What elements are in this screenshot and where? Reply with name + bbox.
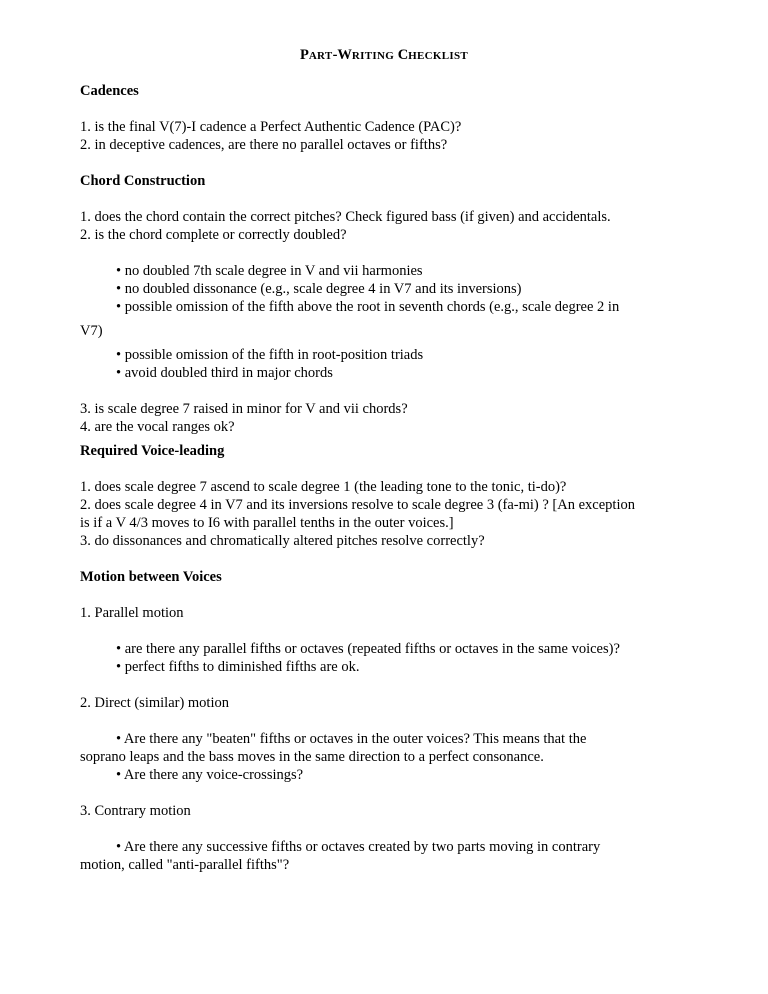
chord-item-2: 2. is the chord complete or correctly doubled? — [80, 227, 347, 243]
direct-bullet-1-cont: soprano leaps and the bass moves in the same direction to a perfect consonance. — [80, 749, 544, 765]
section-motion — [80, 568, 700, 874]
chord-item-4: 4. are the vocal ranges ok? — [80, 419, 235, 435]
direct-bullet-1: • Are there any "beaten" fifths or octaves in the outer voices? This means that the — [116, 731, 587, 747]
parallel-bullet-2: • perfect fifths to diminished fifths are ok. — [116, 659, 360, 675]
section-cadences — [80, 82, 700, 154]
heading-voice-leading: Required Voice-leading — [80, 443, 225, 459]
contrary-bullet-1: • Are there any successive fifths or octaves created by two parts moving in contrary — [116, 839, 601, 855]
contrary-bullet-1-cont: motion, called "anti-parallel fifths"? — [80, 857, 290, 873]
title-cap-3: C — [397, 47, 409, 63]
section-chord-construction — [80, 172, 700, 436]
chord-item-3: 3. is scale degree 7 raised in minor for V and vii chords? — [80, 401, 408, 417]
cadences-item-2: 2. in deceptive cadences, are there no parallel octaves or fifths? — [80, 137, 448, 153]
chord-bullet-1: • no doubled 7th scale degree in V and vii harmonies — [116, 263, 423, 279]
voice-leading-item-2: 2. does scale degree 4 in V7 and its inversions resolve to scale degree 3 (fa-mi) ? [An exception — [80, 497, 635, 513]
title-cap-1: P — [299, 47, 309, 63]
direct-motion-label: 2. Direct (similar) motion — [80, 695, 229, 711]
chord-bullet-4: • possible omission of the fifth in root-position triads — [116, 347, 424, 363]
chord-bullet-5: • avoid doubled third in major chords — [116, 365, 333, 381]
title-rest-1: ART — [308, 50, 333, 62]
title-rest-3: HECKLIST — [408, 50, 469, 62]
title-sep: - — [332, 47, 338, 63]
section-voice-leading — [80, 442, 700, 550]
voice-leading-item-1: 1. does scale degree 7 ascend to scale degree 1 (the leading tone to the tonic, ti-do)? — [80, 479, 567, 495]
parallel-bullet-1: • are there any parallel fifths or octaves (repeated fifths or octaves in the same voices)? — [116, 641, 620, 657]
contrary-motion-label: 3. Contrary motion — [80, 803, 191, 819]
title-rest-2: RITING — [351, 50, 395, 62]
title-cap-2: W — [337, 47, 352, 63]
cadences-item-1: 1. is the final V(7)-I cadence a Perfect Authentic Cadence (PAC)? — [80, 119, 462, 135]
heading-motion: Motion between Voices — [80, 569, 222, 585]
chord-bullet-2: • no doubled dissonance (e.g., scale degree 4 in V7 and its inversions) — [116, 281, 522, 297]
chord-bullet-3: • possible omission of the fifth above the root in seventh chords (e.g., scale degree 2 in — [116, 299, 620, 315]
direct-bullet-2: • Are there any voice-crossings? — [116, 767, 304, 783]
page-title — [80, 46, 688, 65]
document-page — [80, 0, 700, 873]
voice-leading-item-3: 3. do dissonances and chromatically altered pitches resolve correctly? — [80, 533, 485, 549]
heading-chord-construction: Chord Construction — [80, 173, 206, 189]
parallel-motion-label: 1. Parallel motion — [80, 605, 184, 621]
chord-item-1: 1. does the chord contain the correct pitches? Check figured bass (if given) and accidentals. — [80, 209, 611, 225]
voice-leading-item-2-cont: is if a V 4/3 moves to I6 with parallel tenths in the outer voices.] — [80, 515, 454, 531]
chord-bullet-3-cont: V7) — [80, 323, 103, 339]
heading-cadences: Cadences — [80, 83, 139, 99]
